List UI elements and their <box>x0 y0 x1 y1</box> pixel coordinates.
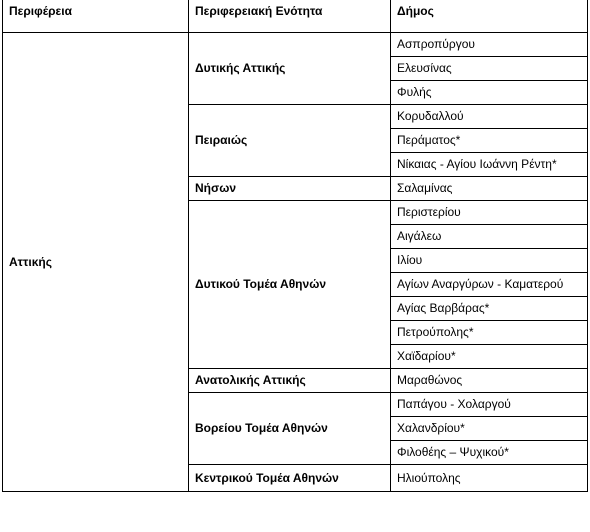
municipality-cell: Φιλοθέης – Ψυχικού* <box>391 440 588 464</box>
municipality-cell: Ηλιούπολης <box>391 464 588 491</box>
municipality-cell: Ιλίου <box>391 248 588 272</box>
header-row <box>3 0 588 32</box>
municipality-cell: Κορυδαλλού <box>391 104 588 128</box>
regional-unit-cell: Ανατολικής Αττικής <box>189 368 391 392</box>
municipality-cell: Φυλής <box>391 80 588 104</box>
regional-unit-cell: Κεντρικού Τομέα Αθηνών <box>189 464 391 491</box>
regional-unit-cell: Δυτικού Τομέα Αθηνών <box>189 200 391 368</box>
municipality-cell: Αγίων Αναργύρων - Καματερού <box>391 272 588 296</box>
municipality-cell: Αγίας Βαρβάρας* <box>391 296 588 320</box>
municipality-cell: Χαϊδαρίου* <box>391 344 588 368</box>
table-body <box>3 32 588 491</box>
municipality-cell: Παπάγου - Χολαργού <box>391 392 588 416</box>
table-header <box>3 0 588 32</box>
regional-unit-cell: Βορείου Τομέα Αθηνών <box>189 392 391 464</box>
regions-table <box>2 0 588 492</box>
table-row <box>3 32 588 56</box>
municipality-cell: Ελευσίνας <box>391 56 588 80</box>
header-region: Περιφέρεια <box>3 0 189 32</box>
municipality-cell: Χαλανδρίου* <box>391 416 588 440</box>
regional-unit-cell: Δυτικής Αττικής <box>189 32 391 104</box>
municipality-cell: Σαλαμίνας <box>391 176 588 200</box>
regional-unit-cell: Νήσων <box>189 176 391 200</box>
header-municipality: Δήμος <box>391 0 588 32</box>
municipality-cell: Μαραθώνος <box>391 368 588 392</box>
regional-unit-cell: Πειραιώς <box>189 104 391 176</box>
municipality-cell: Περιστερίου <box>391 200 588 224</box>
region-cell: Αττικής <box>3 32 189 491</box>
municipality-cell: Νίκαιας - Αγίου Ιωάννη Ρέντη* <box>391 152 588 176</box>
municipality-cell: Περάματος* <box>391 128 588 152</box>
municipality-cell: Αιγάλεω <box>391 224 588 248</box>
municipality-cell: Ασπροπύργου <box>391 32 588 56</box>
header-regional-unit: Περιφερειακή Ενότητα <box>189 0 391 32</box>
municipality-cell: Πετρούπολης* <box>391 320 588 344</box>
